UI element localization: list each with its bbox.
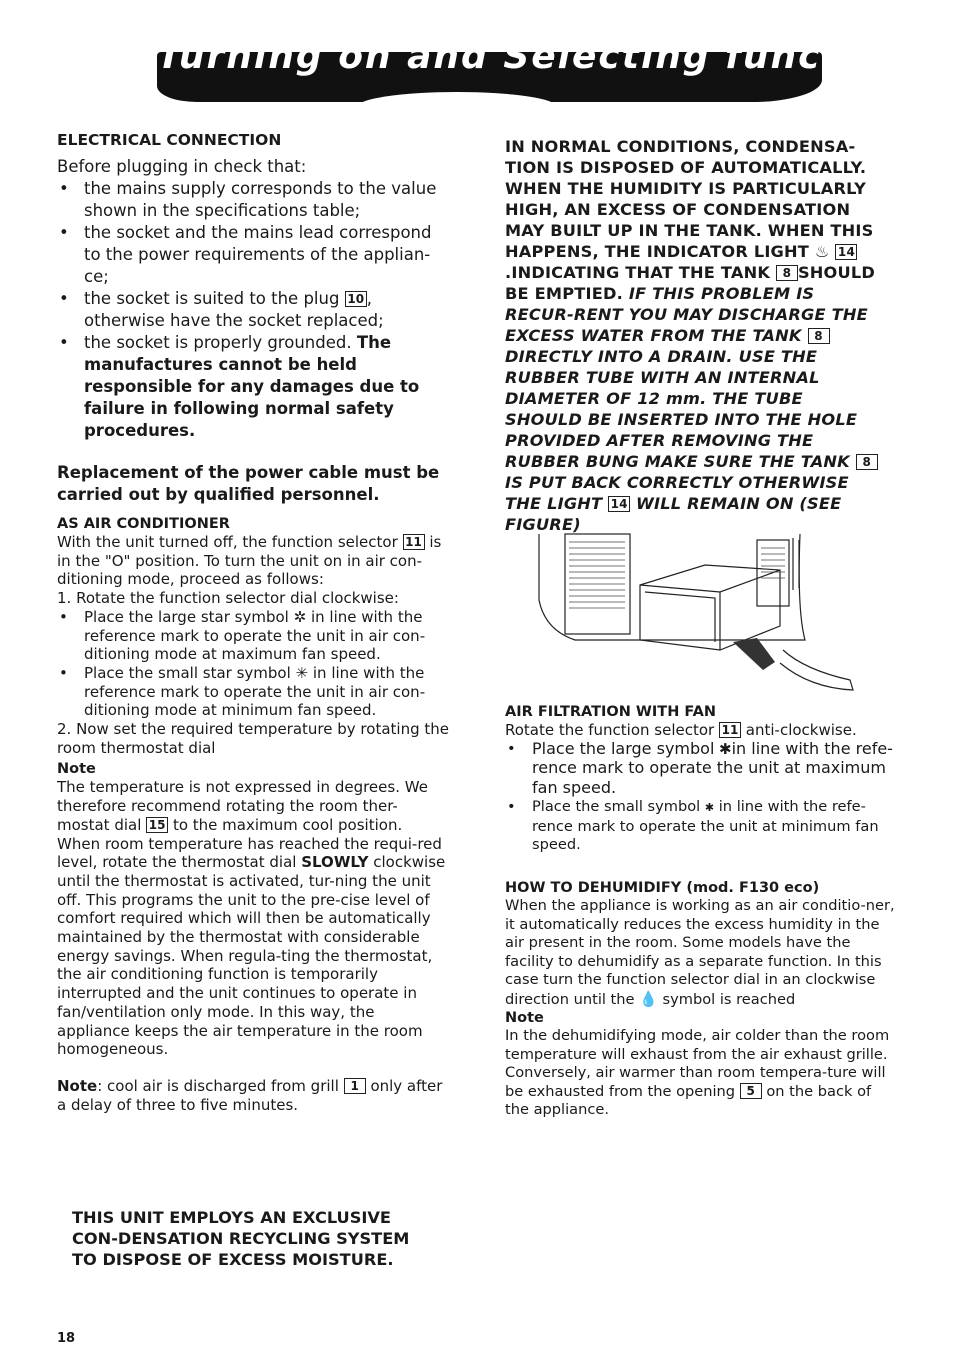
ref-box: 8 [808,328,830,344]
small-star-icon: ✳ [295,663,309,682]
fan-steps-list [505,740,898,855]
droplet-icon: 💧 [639,989,658,1008]
dehumidify-section [505,879,898,1120]
electrical-intro: Before plugging in check that: [57,157,307,176]
grill-note: Note: cool air is discharged from grill 1 only after a delay of three to five minutes. [57,1076,443,1114]
note-body: The temperature is not expressed in degrees. We therefore recommend rotating the room ther-mostat dial 15 to the maximum cool position. When room temperature has reached the requi-red level, rotate the thermostat dial SLOWLY clockwise until the thermostat is activated, tur-ning the unit off. This programs the unit to the pre-cise level of comfort required which will then be automatically maintained by the thermostat with considerable energy savings. When regula-ting the thermostat, the air conditioning function is temporarily interrupted and the unit continues to operate in fan/ventilation only mode. In this way, the appliance keeps the air temperature in the room homogeneous. [57,778,446,1059]
fan-intro: Rotate the function selector 11 anti-clockwise. [505,721,857,739]
list-item: • the socket is properly grounded. The manufactures cannot be held responsible for any damages due to failure in following normal safety procedures. [57,332,450,442]
dehumidify-note: In the dehumidifying mode, air colder than the room temperature will exhaust from the air exhaust grille. Conversely, air warmer than room tempera-ture will be exhausted from the opening 5 on the back of the appliance. [505,1027,890,1118]
list-item: • the socket and the mains lead correspond to the power requirements of the applian-ce; [57,222,450,288]
note-heading: Note [57,761,96,778]
small-fan-icon: ✱ [704,801,715,815]
large-fan-icon: ✱ [719,739,732,758]
air-filtration-heading: AIR FILTRATION WITH FAN [505,704,716,720]
electrical-checklist [57,178,450,442]
banner-title: Turning on and Selecting functions [157,36,933,77]
page-number: 18 [57,1331,76,1346]
drop-icon: ♨ [814,242,830,261]
ref-box: 8 [856,454,878,470]
dehumidify-heading: HOW TO DEHUMIDIFY (mod. F130 eco) [505,880,820,896]
section-banner [157,36,933,102]
dehumidify-body: When the appliance is working as an air conditio-ner, it automatically reduces the excess humidity in the air present in the room. Some models have the facility to dehumidify as a separate function. In this case turn the function selector dial in an clockwise direction until the 💧 symbol is reached [505,897,895,1008]
ref-box: 15 [146,817,168,833]
exclusive-system-notice: THIS UNIT EMPLOYS AN EXCLUSIVE CON-DENSATION RECYCLING SYSTEM TO DISPOSE OF EXCESS MOISTURE. [72,1208,410,1269]
list-item: • Place the small symbol ✱ in line with the refe-rence mark to operate the unit at minimum fan speed. [505,798,898,855]
ref-box: 11 [719,722,741,738]
list-item: • Place the small star symbol ✳ in line with the reference mark to operate the unit in air con-ditioning mode at minimum fan speed. [57,664,450,720]
ac-step-2: 2. Now set the required temperature by rotating the room thermostat dial [57,720,449,757]
ac-intro: With the unit turned off, the function selector 11 is in the "O" position. To turn the unit on in air con-ditioning mode, proceed as follows: [57,533,442,589]
ref-box: 1 [344,1078,366,1094]
list-item: • Place the large symbol ✱in line with the refe-rence mark to operate the unit at maximum fan speed. [505,740,898,799]
left-column [57,130,450,1114]
list-item: • the socket is suited to the plug 10 , otherwise have the socket replaced; [57,288,450,332]
list-item: • the mains supply corresponds to the value shown in the specifications table; [57,178,450,222]
electrical-connection-heading: ELECTRICAL CONNECTION [57,131,282,149]
tank-drain-figure [535,530,865,695]
ref-box: 10 [345,291,367,307]
ref-box: 8 [776,265,798,281]
air-conditioner-heading: AS AIR CONDITIONER [57,516,230,532]
condensation-text: IN NORMAL CONDITIONS, CONDENSA-TION IS DISPOSED OF AUTOMATICALLY. WHEN THE HUMIDITY IS PARTICULARLY HIGH, AN EXCESS OF CONDENSATION MAY BUILT UP IN THE TANK. WHEN THIS HAPPENS, THE INDICATOR LIGHT ♨ 14 .INDICATING THAT THE TANK 8 SHOULD BE EMPTIED. IF THIS PROBLEM IS RECUR-RENT YOU MAY DISCHARGE THE EXCESS WATER FROM THE TANK 8 DIRECTLY INTO A DRAIN. USE THE RUBBER TUBE WITH AN INTERNAL DIAMETER OF 12 mm. THE TUBE SHOULD BE INSERTED INTO THE HOLE PROVIDED AFTER REMOVING THE RUBBER BUNG MAKE SURE THE TANK 8 IS PUT BACK CORRECTLY OTHERWISE THE LIGHT 14 WILL REMAIN ON (SEE FIGURE) [505,136,883,535]
ac-steps-list [57,608,450,720]
list-item: • Place the large star symbol ✲ in line with the reference mark to operate the unit in air con-ditioning mode at maximum fan speed. [57,608,450,664]
air-filtration-section [505,703,898,855]
ac-step-1: 1. Rotate the function selector dial clockwise: [57,589,399,608]
note-heading: Note [505,1010,544,1026]
replacement-note: Replacement of the power cable must be carried out by qualified personnel. [57,463,440,504]
large-star-icon: ✲ [293,607,307,626]
ref-box: 11 [403,534,425,550]
ref-box: 14 [835,244,857,260]
condensation-section [505,136,883,535]
ref-box: 5 [740,1083,762,1099]
ref-box: 14 [608,496,630,512]
